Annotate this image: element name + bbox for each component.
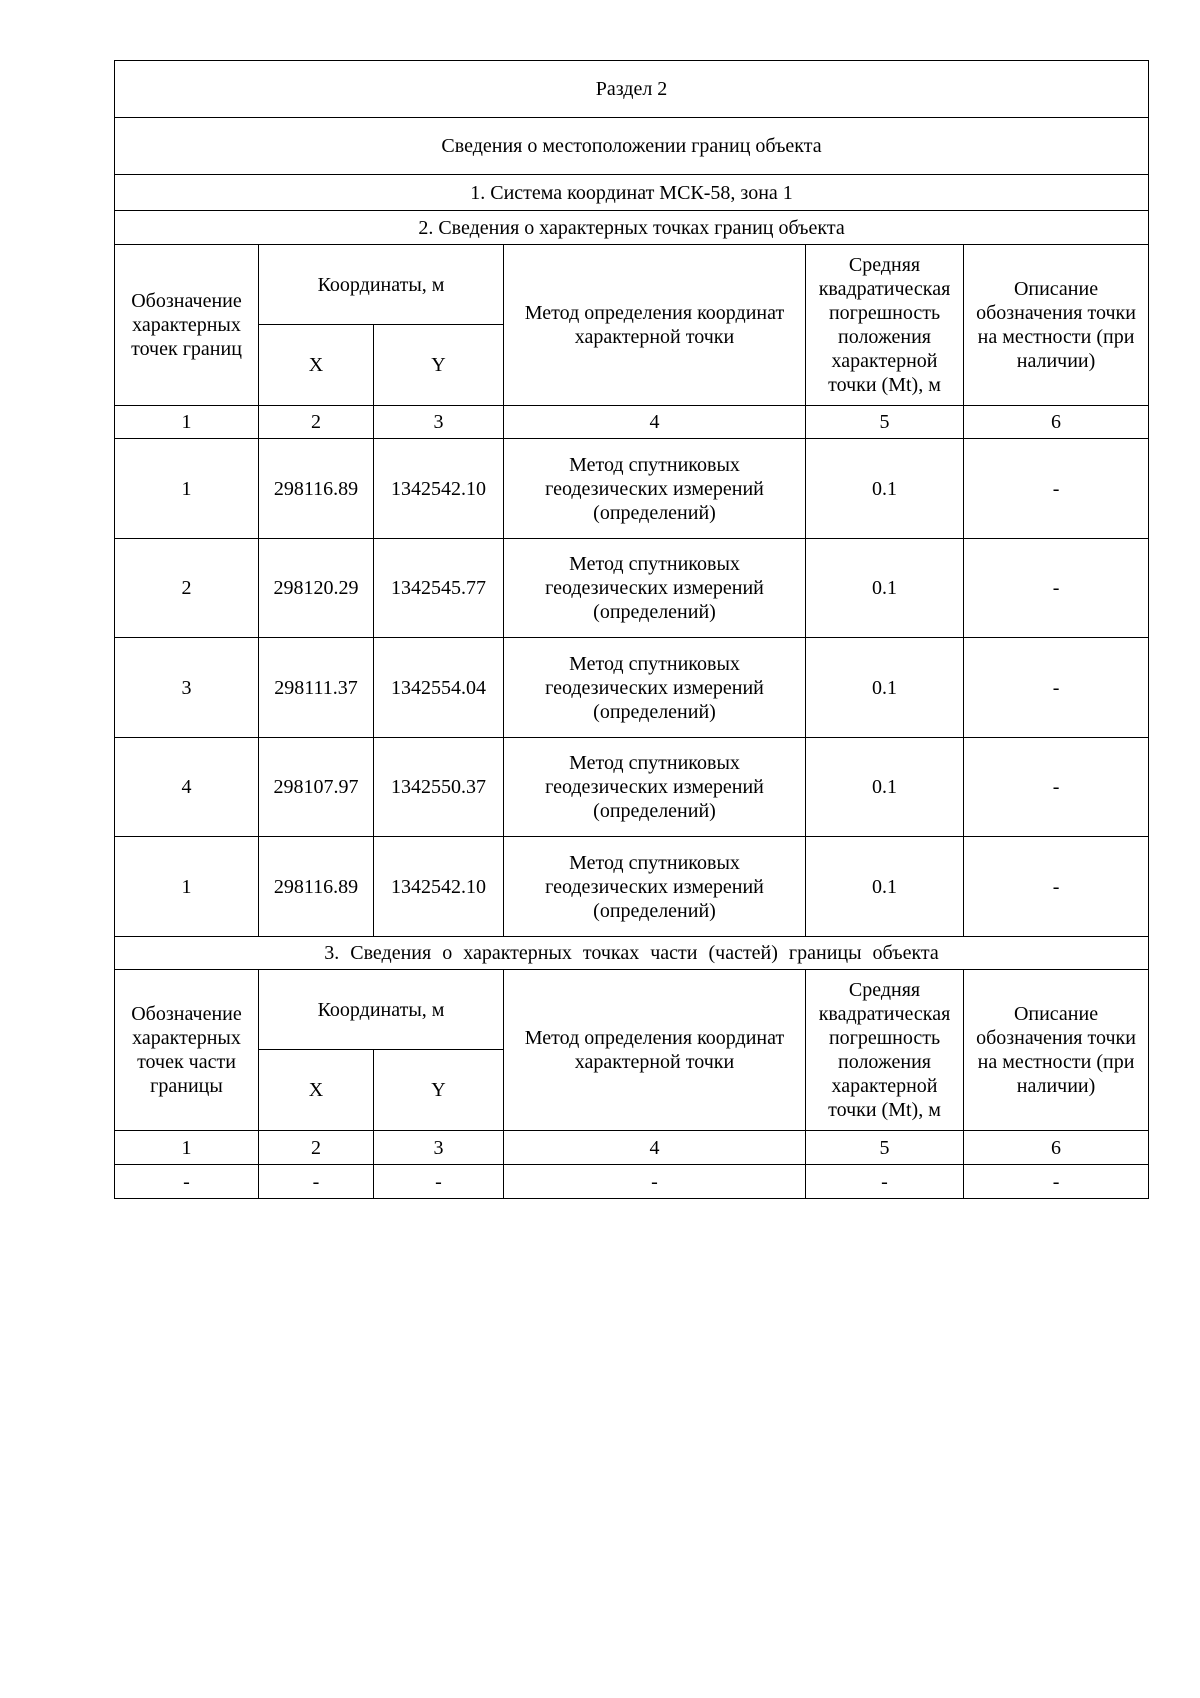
section-subtitle: Сведения о местоположении границ объекта xyxy=(115,118,1149,175)
table1-header-y: Y xyxy=(374,325,504,406)
mt-error: 0.1 xyxy=(806,439,964,539)
table1-heading: 2. Сведения о характерных точках границ объекта xyxy=(115,211,1149,245)
section-subtitle-row xyxy=(115,118,1149,175)
column-number: 4 xyxy=(504,406,806,439)
point-number: 1 xyxy=(115,837,259,937)
table2-header-coordinates: Координаты, м xyxy=(259,970,504,1050)
section-title-row xyxy=(115,61,1149,118)
empty-cell: - xyxy=(504,1165,806,1199)
coord-y: 1342542.10 xyxy=(374,439,504,539)
table1-header-row xyxy=(115,245,1149,325)
table2-heading: 3. Сведения о характерных точках части (частей) границы объекта xyxy=(115,937,1149,970)
boundary-points-document xyxy=(114,60,1149,1199)
empty-cell: - xyxy=(806,1165,964,1199)
coord-y: 1342542.10 xyxy=(374,837,504,937)
empty-cell: - xyxy=(259,1165,374,1199)
column-number: 2 xyxy=(259,1131,374,1165)
point-number: 4 xyxy=(115,738,259,837)
table2-header-y: Y xyxy=(374,1050,504,1131)
method: Метод спутниковых геодезических измерений (определений) xyxy=(504,738,806,837)
table2-header-row xyxy=(115,970,1149,1050)
point-description: - xyxy=(964,638,1149,738)
table1-header-method: Метод определения координат характерной точки xyxy=(504,245,806,406)
table-row xyxy=(115,539,1149,638)
coordinate-system: 1. Система координат МСК-58, зона 1 xyxy=(115,175,1149,211)
column-number: 1 xyxy=(115,1131,259,1165)
coord-x: 298107.97 xyxy=(259,738,374,837)
table-row xyxy=(115,837,1149,937)
method: Метод спутниковых геодезических измерений (определений) xyxy=(504,837,806,937)
coord-y: 1342545.77 xyxy=(374,539,504,638)
mt-error: 0.1 xyxy=(806,837,964,937)
coordinate-system-row xyxy=(115,175,1149,211)
method: Метод спутниковых геодезических измерений (определений) xyxy=(504,439,806,539)
empty-cell: - xyxy=(964,1165,1149,1199)
column-number: 6 xyxy=(964,406,1149,439)
column-number: 1 xyxy=(115,406,259,439)
table1-header-designation: Обозначение характерных точек границ xyxy=(115,245,259,406)
column-number: 6 xyxy=(964,1131,1149,1165)
method: Метод спутниковых геодезических измерений (определений) xyxy=(504,539,806,638)
coord-y: 1342554.04 xyxy=(374,638,504,738)
table-row xyxy=(115,638,1149,738)
table-row xyxy=(115,1165,1149,1199)
mt-error: 0.1 xyxy=(806,539,964,638)
table2-header-method: Метод определения координат характерной точки xyxy=(504,970,806,1131)
table2-header-description: Описание обозначения точки на местности (при наличии) xyxy=(964,970,1149,1131)
table2-header-designation: Обозначение характерных точек части границы xyxy=(115,970,259,1131)
point-number: 1 xyxy=(115,439,259,539)
column-number: 5 xyxy=(806,1131,964,1165)
coord-x: 298111.37 xyxy=(259,638,374,738)
coord-y: 1342550.37 xyxy=(374,738,504,837)
column-number: 4 xyxy=(504,1131,806,1165)
mt-error: 0.1 xyxy=(806,738,964,837)
empty-cell: - xyxy=(374,1165,504,1199)
point-number: 2 xyxy=(115,539,259,638)
table1-heading-row xyxy=(115,211,1149,245)
column-number: 3 xyxy=(374,406,504,439)
table-row xyxy=(115,439,1149,539)
table2-column-numbers xyxy=(115,1131,1149,1165)
table1-column-numbers xyxy=(115,406,1149,439)
empty-cell: - xyxy=(115,1165,259,1199)
table1-header-coordinates: Координаты, м xyxy=(259,245,504,325)
table1-header-error: Средняя квадратическая погрешность положения характерной точки (Mt), м xyxy=(806,245,964,406)
table2-heading-row xyxy=(115,937,1149,970)
table2-header-x: X xyxy=(259,1050,374,1131)
column-number: 3 xyxy=(374,1131,504,1165)
mt-error: 0.1 xyxy=(806,638,964,738)
point-description: - xyxy=(964,539,1149,638)
column-number: 2 xyxy=(259,406,374,439)
point-description: - xyxy=(964,738,1149,837)
coord-x: 298116.89 xyxy=(259,837,374,937)
point-number: 3 xyxy=(115,638,259,738)
coord-x: 298116.89 xyxy=(259,439,374,539)
table2-header-error: Средняя квадратическая погрешность положения характерной точки (Mt), м xyxy=(806,970,964,1131)
table1-header-description: Описание обозначения точки на местности (при наличии) xyxy=(964,245,1149,406)
point-description: - xyxy=(964,837,1149,937)
coord-x: 298120.29 xyxy=(259,539,374,638)
section-title: Раздел 2 xyxy=(115,61,1149,118)
table1-header-x: X xyxy=(259,325,374,406)
column-number: 5 xyxy=(806,406,964,439)
method: Метод спутниковых геодезических измерений (определений) xyxy=(504,638,806,738)
table-row xyxy=(115,738,1149,837)
point-description: - xyxy=(964,439,1149,539)
